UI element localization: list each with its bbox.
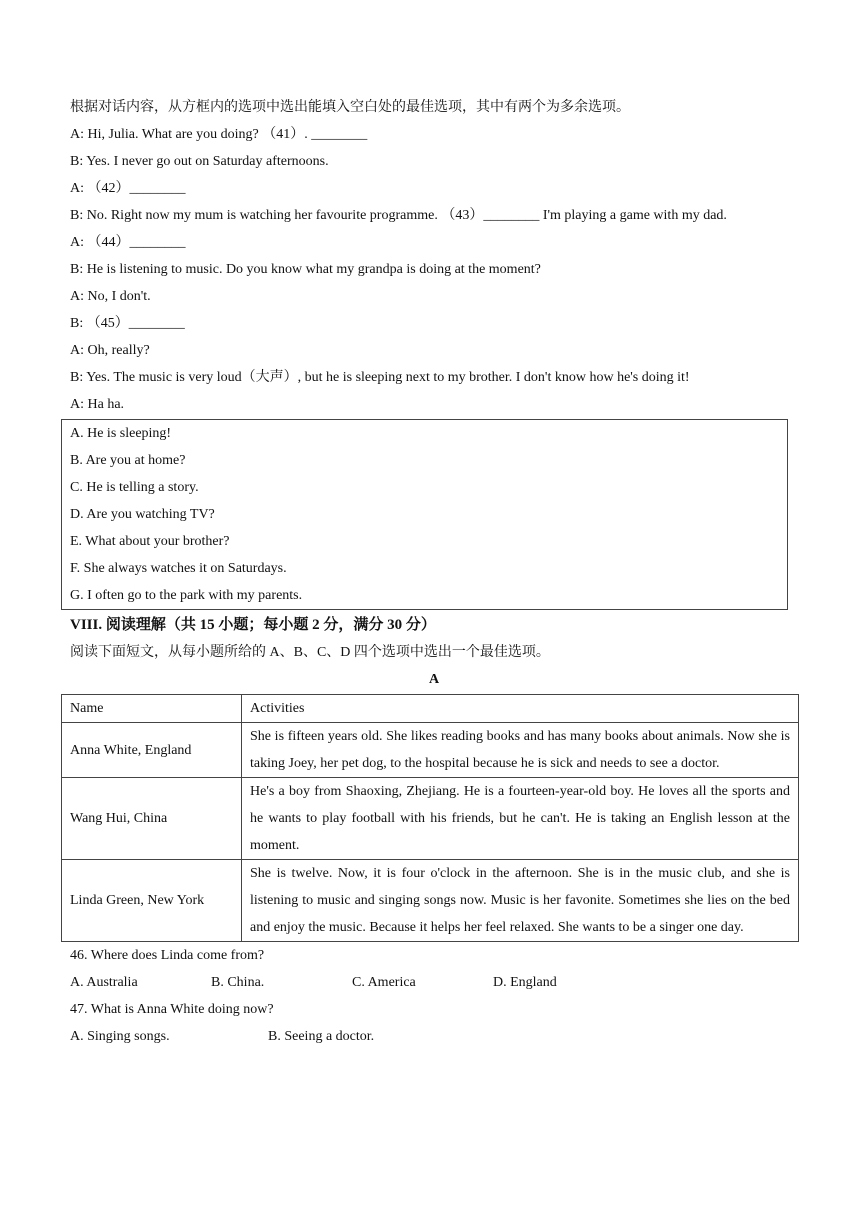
choice: C. America xyxy=(352,975,416,990)
question-stem: 46. Where does Linda come from? xyxy=(70,948,265,963)
table-cell-activities: He's a boy from Shaoxing, Zhejiang. He is a fourteen-year-old boy. He loves all the sports and he wants to play football with his friends, but he can't. He is taking an English lesson at the moment. xyxy=(242,778,799,860)
dialogue-line: B: Yes. I never go out on Saturday afternoons. xyxy=(70,154,329,169)
choice: D. England xyxy=(493,975,557,990)
dialogue-line: B: Yes. The music is very loud（大声）, but he is sleeping next to my brother. I don't know how he's doing it! xyxy=(70,370,690,385)
table-cell-name: Linda Green, New York xyxy=(62,860,242,942)
dialogue-line: A: Ha ha. xyxy=(70,397,125,412)
dialogue xyxy=(70,121,798,418)
table-header-activities: Activities xyxy=(242,695,799,723)
dialogue-line: A: Hi, Julia. What are you doing? （41）. ________ xyxy=(70,127,368,142)
option-item: E. What about your brother? xyxy=(70,534,230,549)
dialogue-line: A: Oh, really? xyxy=(70,343,150,358)
dialogue-line: B: He is listening to music. Do you know what my grandpa is doing at the moment? xyxy=(70,262,541,277)
option-item: A. He is sleeping! xyxy=(70,426,172,441)
question-choices xyxy=(70,969,798,996)
passage-label: A xyxy=(428,672,440,687)
document-page xyxy=(70,94,798,1050)
section-instructions: 阅读下面短文，从每小题所给的 A、B、C、D 四个选项中选出一个最佳选项。 xyxy=(70,645,550,660)
dialogue-line: B: （45）________ xyxy=(70,316,185,331)
dialogue-line: A: （42）________ xyxy=(70,181,186,196)
question-46 xyxy=(70,942,798,996)
table-header-name: Name xyxy=(62,695,242,723)
option-item: B. Are you at home? xyxy=(70,453,186,468)
option-item: D. Are you watching TV? xyxy=(70,507,215,522)
table-row xyxy=(62,723,799,778)
choice: B. China. xyxy=(211,975,265,990)
table-row xyxy=(62,778,799,860)
dialogue-line: B: No. Right now my mum is watching her favourite programme. （43）________ I'm playing a game with my dad. xyxy=(70,208,727,223)
dialogue-line: A: No, I don't. xyxy=(70,289,151,304)
table-row xyxy=(62,860,799,942)
choice: A. Singing songs. xyxy=(70,1029,170,1044)
option-item: C. He is telling a story. xyxy=(70,480,199,495)
question-47 xyxy=(70,996,798,1050)
table-cell-name: Anna White, England xyxy=(62,723,242,778)
activities-table xyxy=(61,694,799,942)
question-choices xyxy=(70,1023,798,1050)
section-title: VIII. 阅读理解（共 15 小题；每小题 2 分，满分 30 分） xyxy=(70,617,436,633)
instructions: 根据对话内容，从方框内的选项中选出能填入空白处的最佳选项，其中有两个为多余选项。 xyxy=(70,100,630,115)
dialogue-line: A: （44）________ xyxy=(70,235,186,250)
table-header-row xyxy=(62,695,799,723)
option-item: G. I often go to the park with my parents. xyxy=(70,588,303,603)
table-cell-activities: She is fifteen years old. She likes reading books and has many books about animals. Now she is taking Joey, her pet dog, to the hospital because he is sick and needs to see a doctor. xyxy=(242,723,799,778)
option-item: F. She always watches it on Saturdays. xyxy=(70,561,287,576)
options-box xyxy=(61,419,788,610)
choice: B. Seeing a doctor. xyxy=(268,1029,375,1044)
question-stem: 47. What is Anna White doing now? xyxy=(70,1002,274,1017)
choice: A. Australia xyxy=(70,975,138,990)
table-cell-name: Wang Hui, China xyxy=(62,778,242,860)
table-cell-activities: She is twelve. Now, it is four o'clock in the afternoon. She is in the music club, and she is listening to music and singing songs now. Music is her favonite. Sometimes she lies on the bed and enjoy the music. Because it helps her feel relaxed. She wants to be a singer one day. xyxy=(242,860,799,942)
